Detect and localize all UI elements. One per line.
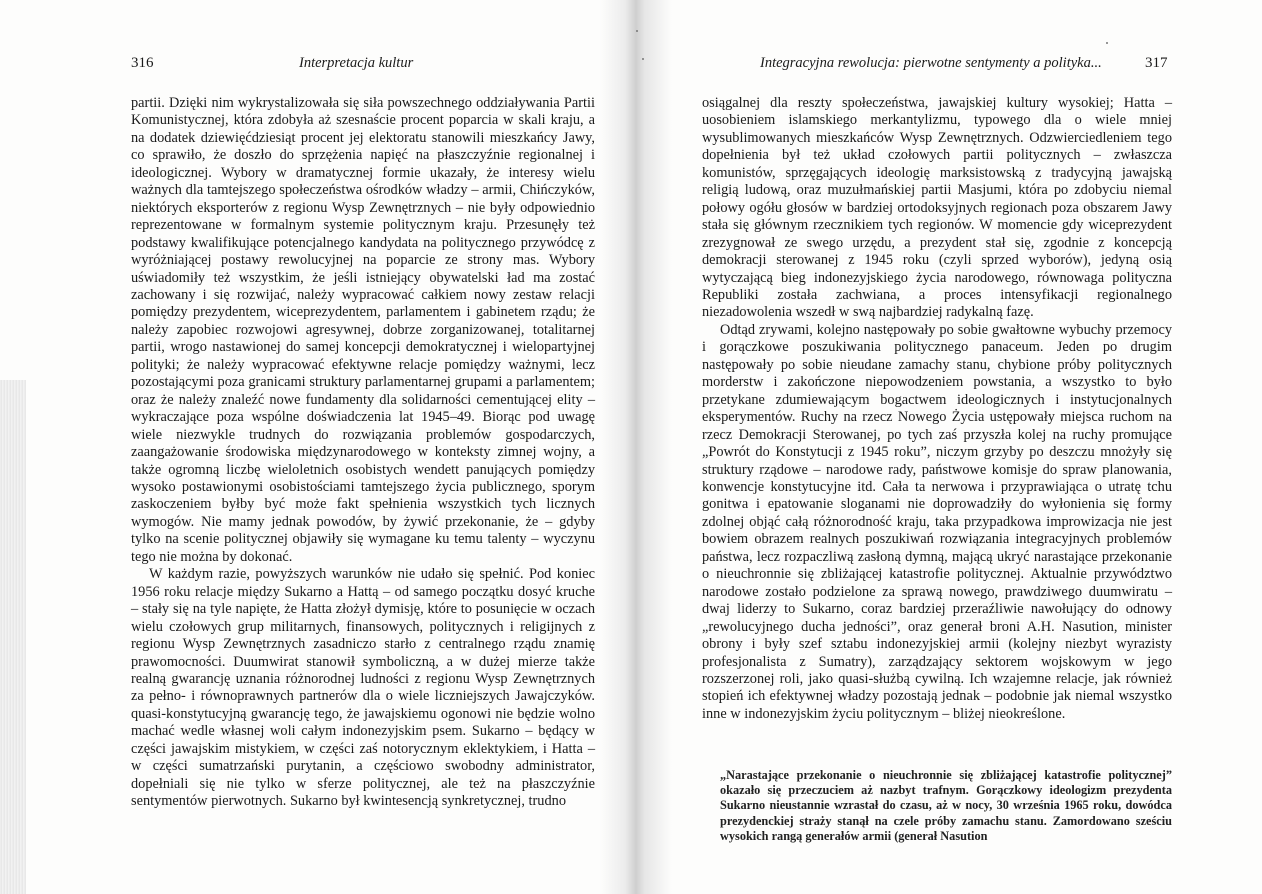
running-head-left: Interpretacja kultur — [299, 55, 414, 71]
paragraph: osiągalnej dla reszty społeczeństwa, jawajskiej kultury wysokiej; Hatta – uosobieniem islamskiego merkantylizmu, typowego dla o wiele mniej wysublimowanych mieszkańców Wysp Zewnętrznych. Odzwierciedleniem tego dopełnienia był też układ czołowych partii politycznych – zwłaszcza komunistów, sprzęgających ideologię marksistowską z tradycyjną jawajską religią ludową, oraz muzułmańskiej partii Masjumi, która po zdobyciu niemal połowy ogółu głosów w bardziej ortodoksyjnych regionach poza obszarem Jawy stała się głównym rzecznikiem tych regionów. W momencie gdy wiceprezydent zrezygnował ze swego urzędu, a prezydent stał się, zgodnie z koncepcją demokracji sterowanej z 1945 roku (czyli sprzed wyborów), jedyną osią wytyczającą bieg indonezyjskiego życia narodowego, równowaga polityczna Republiki została zachwiana, a proces intensyfikacji regionalnego niezadowolenia wszedł w swą najbardziej radykalną fazę. — [702, 95, 1172, 321]
paragraph: W każdym razie, powyższych warunków nie udało się spełnić. Pod koniec 1956 roku relacje między Sukarno a Hattą – od samego początku dosyć kruche – stały się na tyle napięte, że Hatta złożył dymisję, które to posunięcie w oczach wielu czołowych grup militarnych, finansowych, politycznych i religijnych z regionu Wysp Zewnętrznych zasadniczo starło z centralnego rządu znamię prawomocności. Duumwirat stanowił symboliczną, a w dużej mierze także realną gwarancję uznania różnorodnej ludności z regionu Wysp Zewnętrznych za pełno- i równoprawnych partnerów dla o wiele liczniejszych Jawajczyków. quasi-konstytucyjną gwarancję tego, że jawajskiemu ogonowi nie będzie wolno machać wedle własnej woli całym indonezyjskim psem. Sukarno – będący w części jawajskim mistykiem, w części zaś notorycznym eklektykiem, i Hatta – w części sumatrzański purytanin, a częściowo swobodny administrator, dopełniali się nie tylko w sferze politycznej, ale też na płaszczyźnie sentymentów pierwotnych. Sukarno był kwintesencją synkretycznej, trudno — [131, 566, 595, 810]
scan-speck — [1106, 42, 1108, 44]
page-number-right: 317 — [1145, 55, 1168, 71]
left-page — [0, 0, 610, 894]
paragraph: partii. Dzięki nim wykrystalizowała się siła powszechnego oddziaływania Partii Komunistycznej, która zdobyła aż szesnaście procent poparcia w skali kraju, a na dodatek dziewięćdziesiąt procent jej elektoratu stanowili mieszkańcy Jawy, co sprawiło, że doszło do sprzężenia napięć na płaszczyźnie regionalnej i ideologicznej. Wybory w dramatycznej formie ukazały, że interesy wielu ważnych dla tamtejszego społeczeństwa ośrodków władzy – armii, Chińczyków, niektórych eksporterów z regionu Wysp Zewnętrznych – nie były odpowiednio reprezentowane w formalnym systemie politycznym kraju. Przesunęły też podstawy kwalifikujące potencjalnego kandydata na politycznego przywódcę z wyróżniającej postawy rewolucyjnej na poparcie ze strony mas. Wybory uświadomiły też wszystkim, że jeśli istniejący obywatelski ład ma zostać zachowany i się rozwijać, należy wypracować całkiem nowy zestaw relacji pomiędzy prezydentem, wiceprezydentem, parlamentem i gabinetem rządu; że należy zapobiec rozwojowi agresywnej, dobrze zorganizowanej, totalitarnej partii, wrogo nastawionej do samej koncepcji demokratycznej i wielopartyjnej polityki; że należy wypracować efektywne relacje pomiędzy ważnymi, lecz pozostającymi poza granicami struktury parlamentarnej grupami a parlamentem; oraz że należy znaleźć nowe fundamenty dla solidarności cementującej elity – wykraczające poza wspólne doświadczenia lat 1945–49. Biorąc pod uwagę wiele niezwykle trudnych do rozwiązania problemów gospodarczych, zaangażowanie środowiska międzynarodowego w konteksty zimnej wojny, a także ogromną liczbę wieloletnich osobistych wendett panujących pomiędzy wysoko postawionymi osobistościami tamtejszego życia publicznego, sporym zaskoczeniem byłby być może fakt spełnienia wszystkich tych licznych wymogów. Nie mamy jednak powodów, by żywić przekonanie, że – gdyby tylko na scenie politycznej objawiły się wymagane ku temu talenty – wyczynu tego nie można by dokonać. — [131, 95, 595, 565]
scan-speck — [636, 30, 638, 32]
footnote: „Narastające przekonanie o nieuchronnie się zbliżającej katastrofie politycznej” okazało się przeczuciem aż nazbyt trafnym. Gorączkowy ideologizm prezydenta Sukarno nieustannie wzrastał do czasu, aż w nocy, 30 września 1965 roku, dowódca prezydenckiej straży stanął na czele próby zamachu stanu. Zamordowano sześciu wysokich rangą generałów armii (generał Nasution — [720, 768, 1172, 843]
right-page-body — [702, 95, 1172, 723]
page-number-left: 316 — [131, 55, 154, 71]
scan-speck — [642, 58, 644, 60]
right-page — [660, 0, 1262, 894]
left-page-body — [131, 95, 595, 811]
running-head-right: Integracyjna rewolucja: pierwotne sentymenty a polityka... — [760, 55, 1102, 71]
paragraph: Odtąd zrywami, kolejno następowały po sobie gwałtowne wybuchy przemocy i gorączkowe poszukiwania politycznego panaceum. Jeden po drugim następowały po sobie nieudane zamachy stanu, chybione próby politycznych morderstw i zakończone niepowodzeniem powstania, a wszystko to było przetykane zdumiewającym bogactwem ideologicznych i instytucjonalnych eksperymentów. Ruchy na rzecz Nowego Życia ustępowały miejsca ruchom na rzecz Demokracji Sterowanej, po tych zaś przyszła kolej na ruchy promujące „Powrót do Konstytucji z 1945 roku”, niczym grzyby po deszczu mnożyły się struktury rządowe – narodowe rady, państwowe komisje do spraw planowania, konwencje konstytucyjne itd. Cała ta nerwowa i przyprawiająca o utratę tchu gonitwa i epatowanie sloganami nie doprowadziły do wyłonienia się formy zdolnej objąć całą różnorodność kraju, taka przypadkowa improwizacja nie jest bowiem obrazem realnych poszukiwań rozwiązania integracyjnych problemów państwa, lecz rozpaczliwą zasłoną dymną, mającą ukryć narastające przekonanie o nieuchronnie się zbliżającej katastrofie politycznej. Aktualnie przywództwo narodowe zostało podzielone za sprawą nowego, prawdziwego duumwiratu – dwaj liderzy to Sukarno, coraz bardziej przeraźliwie nawołujący do odnowy „rewolucyjnego ducha jedności”, oraz generał broni A.H. Nasution, minister obrony i były szef sztabu indonezyjskiej armii (kolejny niezbyt wyrazisty profesjonalista z Sumatry), zarządzający sektorem wojskowym w jego rozszerzonej roli, jako quasi-służbą cywilną. Ich wzajemne relacje, jak również stopień ich efektywnej władzy pozostają jednak – podobnie jak niemal wszystko inne w indonezyjskim życiu politycznym – bliżej nieokreślone. — [702, 321, 1172, 722]
